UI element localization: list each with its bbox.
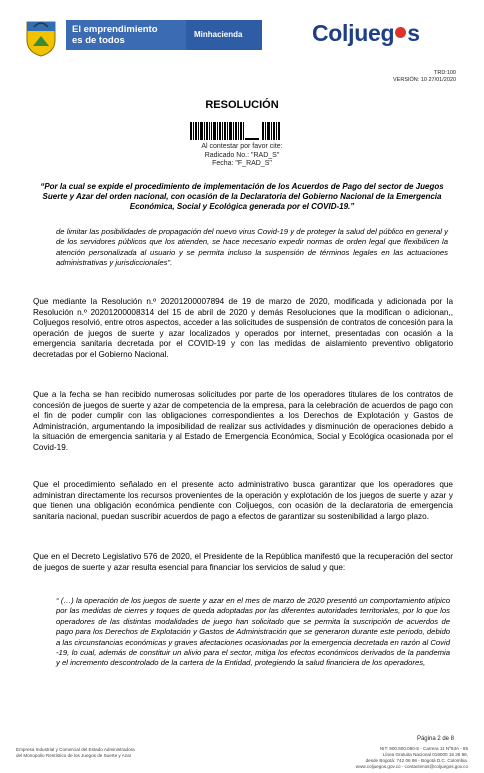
document-title: RESOLUCIÓN <box>205 99 279 111</box>
footer-nit: NIT: 900.500.060-5 - Carrera 11 Nº93A - 85 <box>379 746 468 751</box>
trd-code: TRD:100 <box>433 70 456 76</box>
footer-phone: Línea Gratuita Nacional 018000 18 28 88, <box>382 752 468 757</box>
resolution-subject: “Por la cual se expide el procedimiento de implementación de los Acuerdos de Pago del sector de Juegos Suerte y Azar del orden nacional, con ocasión de la Declaratoria del Gobierno Nacional de la Emergencia Económica, Social y Ecológica generada por el COVID-19.” <box>40 182 444 211</box>
cite-fecha: Fecha: "F_RAD_S" <box>212 160 272 167</box>
footer-web: www.coljuegos.gov.co - contactenos@coljuegos.gov.co <box>355 764 468 769</box>
footer-left-line-2: del Monopolio Rentístico de los Juegos de Suerte y Azar <box>16 753 132 758</box>
gov-slogan-banner <box>66 20 186 50</box>
citation-block <box>0 143 484 169</box>
quote-paragraph-2: “ (…) la operación de los juegos de suerte y azar en el mes de marzo de 2020 presentó un comportamiento atípico por las medidas de cierres y toques de queda adoptadas por las diferentes autoridades territoriales, por lo que los operadores de las distintas modalidades de juego han solicitado que se permita la suscripción de acuerdos de pago para los Derechos de Explotación y Gastos de Administración que se generaron durante este periodo, debido a las circunstancias económicas y graves afectaciones ocasionadas por la emergencia decretada en razón al Covid -19, lo cual, además de constituir un alivio para el sector, mitiga los efectos económicos derivados de la pandemia y el incremento descontrolado de la cartera de la Entidad, protegiendo la salud financiera de los operadores, <box>56 596 450 668</box>
colombia-crest-icon <box>22 18 60 58</box>
quote-paragraph-1: de limitar las posibilidades de propagación del nuevo virus Covid-19 y de proteger la salud del público en general y de los servidores públicos que los atienden, se hace necesario expedir normas de orden legal que flexibilicen la atención personalizada al usuario y se permita incluso la suspensión de términos legales en las actuaciones administrativas y jurisdiccionales”. <box>56 227 448 268</box>
logo-text-end: s <box>407 20 420 46</box>
slogan-line-2: es de todos <box>72 35 125 46</box>
logo-dot-icon <box>395 27 406 38</box>
footer-bogota: desde Bogotá: 742 06 98 - Bogotá D.C. Colombia. <box>365 758 468 763</box>
page-number: Página 2 de 8 <box>416 736 454 742</box>
slogan-line-1: El emprendimiento <box>72 24 158 35</box>
footer-entity <box>16 747 216 759</box>
logo-text-main: Coljueg <box>312 20 395 46</box>
footer-contact <box>268 746 468 770</box>
cite-radicado: Radicado No.: "RAD_S" <box>204 151 280 159</box>
version-code: VERSIÓN: 10 27/01/2020 <box>393 77 456 83</box>
cite-instruction: Al contestar por favor cite: <box>201 143 283 150</box>
document-code <box>393 70 456 84</box>
paragraph-3: Que el procedimiento señalado en el presente acto administrativo busca garantizar que los operadores que administran directamente los recursos provenientes de la operación y explotación de los juegos de suerte y azar y que tienen una obligación económica pendiente con Coljuegos, con ocasión de la declaratoria de emergencia sanitaria nacional, puedan suscribir acuerdos de pago a efectos de garantizar su sostenibilidad a largo plazo. <box>33 480 453 521</box>
paragraph-2: Que a la fecha se han recibido numerosas solicitudes por parte de los operadores titulares de los contratos de concesión de juegos de suerte y azar de competencia de la empresa, para la celebración de acuerdos de pago con el fin de poder cumplir con las obligaciones correspondientes a los Derechos de Explotación y Gastos de Administración, argumentando la imposibilidad de realizar sus actividades y disminución de operaciones debido a la situación de emergencia sanitaria y al Estado de Emergencia Económica, Social y Ecológica ocasionada por el Covid-19. <box>33 390 453 452</box>
paragraph-1: Que mediante la Resolución n.º 20201200007894 de 19 de marzo de 2020, modificada y adicionada por la Resolución n.º 20201200008314 del 15 de abril de 2020 y demás Resoluciones que la modifican o adicionan,, Coljuegos resolvió, entre otros aspectos, acceder a las solicitudes de suspensión de contratos de concesión para la operación de juegos de suerte y azar localizados y operados por internet, presentadas con ocasión a la emergencia sanitaria decretada por el COVID-19 y con las medidas de aislamiento preventivo obligatorio decretadas por el Gobierno Nacional. <box>33 297 453 359</box>
paragraph-4: Que en el Decreto Legislativo 576 de 2020, el Presidente de la República manifestó que la recuperación del sector de juegos de suerte y azar resulta esencial para financiar los servicios de salud y que: <box>33 552 453 572</box>
ministry-label: Minhacienda <box>186 20 262 50</box>
footer-left-line-1: Empresa Industrial y Comercial del Estado Administradora <box>16 747 135 752</box>
barcode-icon <box>190 122 290 140</box>
coljuegos-logo <box>312 20 420 47</box>
